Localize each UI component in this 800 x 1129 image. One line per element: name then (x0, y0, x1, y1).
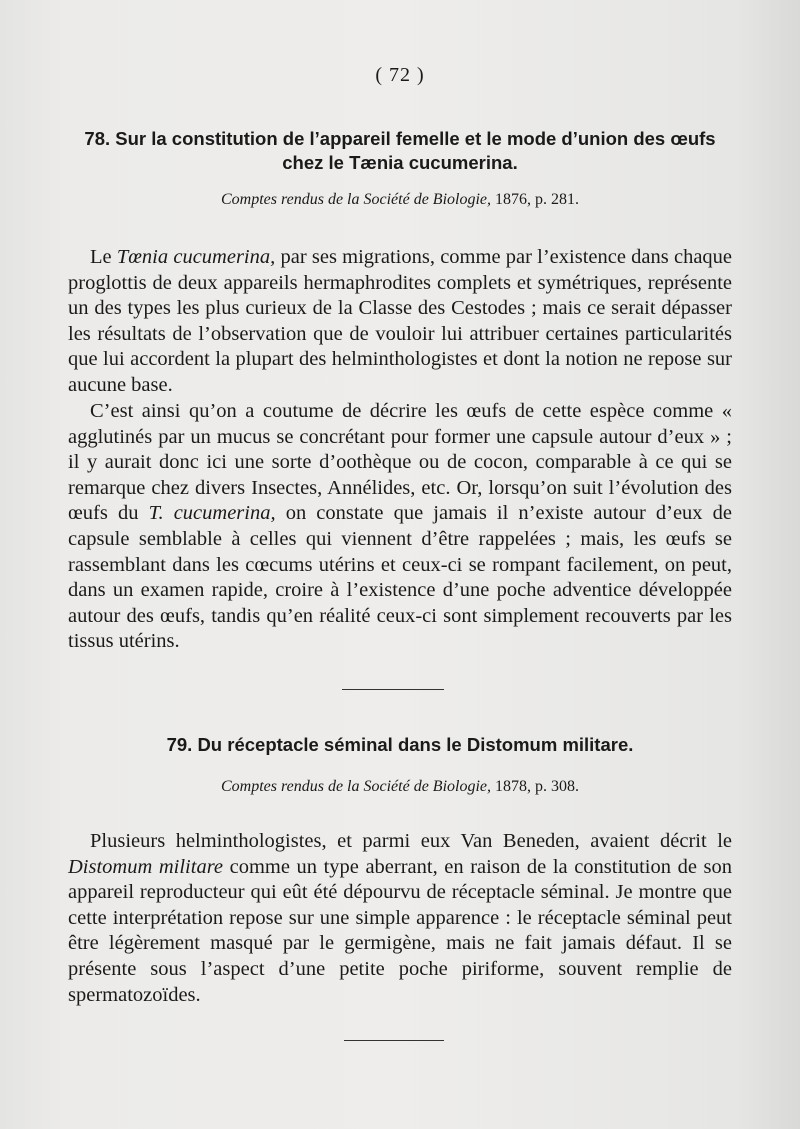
section-79-citation (66, 778, 734, 796)
section-78-citation (66, 191, 734, 209)
section-79-p1-species: Distomum militare (68, 855, 224, 878)
section-78-paragraph-2 (68, 399, 732, 655)
section-79-heading-text: 79. Du réceptacle séminal dans le Distomum militare. (166, 734, 634, 755)
section-78-p2-species: T. cucumerina, (148, 502, 276, 525)
section-78-citation-source: Comptes rendus de la Société de Biologie, (220, 191, 491, 208)
section-78-p2-text-b: on constate que jamais il n’existe autour d’eux de capsule semblable à celles qui viennent d’être rappelées ; mais, les œufs se rassemblant dans les cœcums utérins et ceux-ci se rompant facilement, on peut, dans un examen rapide, croire à l’existence d’une poche adventice développée autour des œufs, tandis qu’en réalité ceux-ci sont simplement recouverts par les tissus utérins. (68, 502, 732, 653)
section-divider (342, 689, 444, 690)
section-79-heading (66, 733, 734, 757)
section-79-citation-rest: 1878, p. 308. (491, 778, 579, 795)
page-number: ( 72 ) (375, 64, 425, 86)
section-78-p2-text-a: C’est ainsi qu’on a coutume de décrire les œufs de cette espèce comme « agglutinés par un mucus se concrétant pour former une capsule autour d’eux » ; il y aurait donc ici une sorte d’oothèque ou de cocon, comparable à ce qui se remarque chez divers Insectes, Annélides, etc. Or, lorsqu’on suit l’évolution des œufs du (68, 400, 732, 525)
section-78-paragraph-1 (68, 245, 732, 399)
section-79-p1-text-a: Plusieurs helminthologistes, et parmi eux Van Beneden, avaient décrit le (90, 830, 732, 852)
section-78-heading-line1: 78. Sur la constitution de l’appareil femelle et le mode d’union des œufs (84, 128, 716, 149)
section-78-p1-text-a: Le (90, 246, 117, 268)
section-78-p1-text-b: par ses migrations, comme par l’existence dans chaque proglottis de deux appareils hermaphrodites complets et symétriques, représente un des types les plus curieux de la Classe des Cestodes ; mais ce serait dépasser les résultats de l’observation que de vouloir lui attribuer certaines particularités que lui accordent la plupart des helminthologistes et dont la notion ne repose sur aucune base. (68, 246, 733, 396)
section-79-p1-text-b: comme un type aberrant, en raison de la constitution de son appareil reproducteur qui eût été dépourvu de réceptacle séminal. Je montre que cette interprétation repose sur une simple apparence : le réceptacle séminal peut être légèrement masqué par le germigène, mais ne fait jamais défaut. Il se présente sous l’aspect d’une petite poche piriforme, souvent remplie de spermatozoïdes. (68, 855, 732, 1006)
section-78-p1-species: Tœnia cucumerina, (116, 246, 276, 268)
section-79-citation-source: Comptes rendus de la Société de Biologie, (220, 778, 491, 795)
section-78-heading (66, 127, 734, 175)
end-divider (344, 1040, 444, 1041)
section-79-paragraph-1 (68, 829, 732, 1008)
section-78-heading-line2: chez le Tænia cucumerina. (282, 152, 518, 173)
section-78-citation-rest: 1876, p. 281. (491, 191, 579, 208)
